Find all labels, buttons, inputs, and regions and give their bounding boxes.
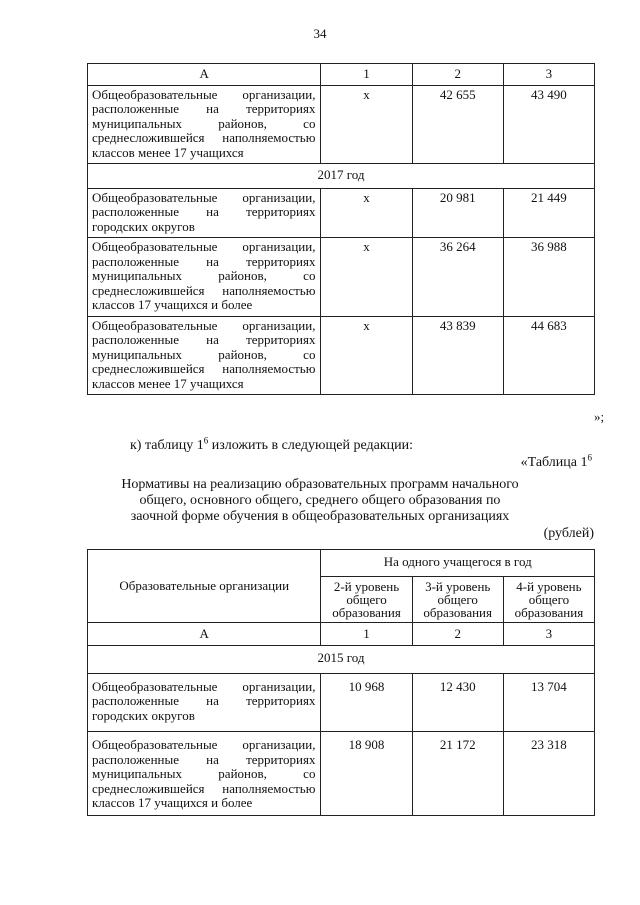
org-cell: Общеобразовательные организации, расположенные на территориях муниципальных районов, со среднесложившейся наполняемостью классов 17 учащихся и более bbox=[88, 732, 321, 816]
subheader-cell: 3-й уровень общего образования bbox=[412, 576, 503, 622]
header-cell: 1 bbox=[321, 64, 412, 86]
value-cell: 18 908 bbox=[321, 732, 412, 816]
group-header: На одного учащегося в год bbox=[321, 550, 595, 577]
value-cell: 36 988 bbox=[503, 238, 594, 317]
value-cell: 13 704 bbox=[503, 673, 594, 732]
instruction-superscript: 6 bbox=[203, 435, 209, 446]
year-cell: 2015 год bbox=[88, 646, 595, 674]
value-cell: х bbox=[321, 316, 412, 395]
table-row bbox=[88, 238, 595, 317]
table-title: Нормативы на реализацию образовательных программ начального общего, основного общего, среднего общего образования по заочной форме обучения в общеобразовательных организациях bbox=[121, 477, 519, 524]
normatives-table-correspondence bbox=[87, 549, 595, 816]
table-label-superscript: 6 bbox=[587, 452, 592, 463]
closing-quote: »; bbox=[594, 409, 605, 424]
subheader-cell: 2-й уровень общего образования bbox=[321, 576, 412, 622]
amendment-instruction bbox=[130, 435, 413, 454]
table-label-text: «Таблица 1 bbox=[520, 455, 588, 470]
unit-label: (рублей) bbox=[543, 526, 594, 541]
index-cell: 1 bbox=[321, 622, 412, 646]
instruction-text: к) таблицу 1 bbox=[130, 438, 204, 453]
value-cell: х bbox=[321, 238, 412, 317]
table-label bbox=[520, 452, 592, 471]
table-row bbox=[88, 85, 595, 164]
org-column-header: Образовательные организации bbox=[88, 550, 321, 623]
org-cell: Общеобразовательные организации, расположенные на территориях городских округов bbox=[88, 673, 321, 732]
header-cell: 3 bbox=[503, 64, 594, 86]
table-row bbox=[88, 673, 595, 732]
index-cell: 3 bbox=[503, 622, 594, 646]
value-cell: 21 172 bbox=[412, 732, 503, 816]
value-cell: 43 839 bbox=[412, 316, 503, 395]
value-cell: 23 318 bbox=[503, 732, 594, 816]
header-cell: А bbox=[88, 64, 321, 86]
year-row bbox=[88, 164, 595, 189]
table-header-row bbox=[88, 550, 595, 577]
index-row bbox=[88, 622, 595, 646]
value-cell: 20 981 bbox=[412, 188, 503, 238]
org-cell: Общеобразовательные организации, расположенные на территориях муниципальных районов, со среднесложившейся наполняемостью классов 17 учащихся и более bbox=[88, 238, 321, 317]
value-cell: 36 264 bbox=[412, 238, 503, 317]
normatives-table-continued bbox=[87, 63, 595, 395]
table-row bbox=[88, 732, 595, 816]
subheader-cell: 4-й уровень общего образования bbox=[503, 576, 594, 622]
index-cell: А bbox=[88, 622, 321, 646]
org-cell: Общеобразовательные организации, расположенные на территориях муниципальных районов, со среднесложившейся наполняемостью классов менее 17 учащихся bbox=[88, 85, 321, 164]
table-row bbox=[88, 188, 595, 238]
page-number: 34 bbox=[313, 26, 327, 41]
org-cell: Общеобразовательные организации, расположенные на территориях городских округов bbox=[88, 188, 321, 238]
value-cell: 44 683 bbox=[503, 316, 594, 395]
value-cell: 12 430 bbox=[412, 673, 503, 732]
value-cell: х bbox=[321, 188, 412, 238]
value-cell: 21 449 bbox=[503, 188, 594, 238]
value-cell: 43 490 bbox=[503, 85, 594, 164]
index-cell: 2 bbox=[412, 622, 503, 646]
value-cell: 10 968 bbox=[321, 673, 412, 732]
year-row bbox=[88, 646, 595, 674]
org-cell: Общеобразовательные организации, расположенные на территориях муниципальных районов, со среднесложившейся наполняемостью классов менее 17 учащихся bbox=[88, 316, 321, 395]
instruction-rest: изложить в следующей редакции: bbox=[208, 438, 413, 453]
table-header-row bbox=[88, 64, 595, 86]
header-cell: 2 bbox=[412, 64, 503, 86]
value-cell: х bbox=[321, 85, 412, 164]
value-cell: 42 655 bbox=[412, 85, 503, 164]
year-cell: 2017 год bbox=[88, 164, 595, 189]
table-row bbox=[88, 316, 595, 395]
